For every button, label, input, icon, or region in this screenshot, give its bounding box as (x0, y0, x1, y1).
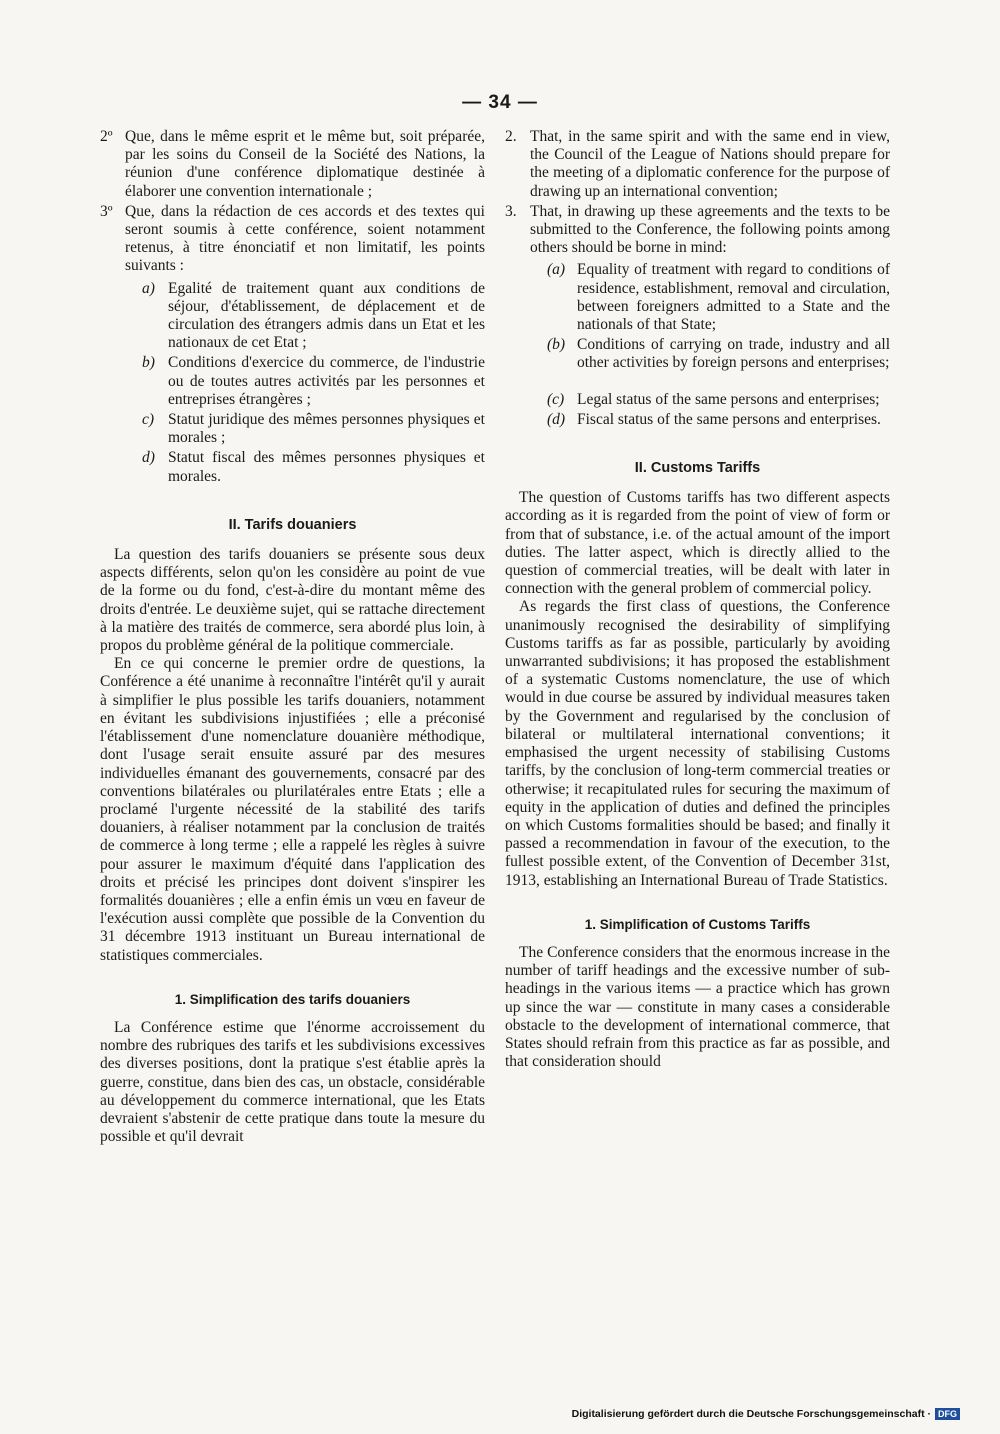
dfg-logo: DFG (935, 1408, 960, 1420)
sub-item-text: Statut fiscal des mêmes personnes physiques et morales. (168, 449, 485, 485)
sub-item-a (100, 280, 485, 353)
paragraph: La Conférence estime que l'énorme accroissement du nombre des rubriques des tarifs et les subdivisions excessives des diverses positions, dont la pratique s'est établie après la guerre, constitue, dans bien des cas, un obstacle, considérable au développement du commerce international, que les Etats devraient s'abstenir de cette pratique dans toute la mesure du possible et qu'il devrait (100, 1018, 485, 1146)
sub-item-label: a) (142, 279, 155, 297)
list-item-2 (505, 128, 890, 201)
sub-item-label: (a) (547, 261, 566, 279)
paragraph: The Conference considers that the enormous increase in the number of tariff headings and the excessive number of sub-headings in the various items — a practice which has grown up since the war — constitute in many cases a considerable obstacle to the development of international commerce, that States should refrain from this practice as far as possible, and that consideration should (505, 943, 890, 1071)
list-item-3 (505, 203, 890, 258)
sub-item-d (505, 411, 890, 429)
sub-item-text: Egalité de traitement quant aux conditions de séjour, d'établissement, de déplacement et de circulation des étrangers admis dans un Etat et les nationaux de cet Etat ; (168, 279, 485, 352)
sub-item-label: c) (142, 411, 155, 429)
sub-item-a (505, 261, 890, 334)
sub-item-text: Equality of treatment with regard to conditions of residence, establishment, removal and circulation, between foreigners admitted to a State and the nationals of that State; (577, 261, 890, 334)
item-number: 2º (100, 128, 113, 145)
sub-item-text: Fiscal status of the same persons and enterprises. (577, 410, 881, 428)
list-item-2 (100, 128, 485, 201)
paragraph: En ce qui concerne le premier ordre de questions, la Conférence a été unanime à reconnaître l'intérêt qu'il y aurait à simplifier le plus possible les tarifs douaniers, notamment en évitant les subdivisions injustifiées ; elle a préconisé l'établissement d'une nomenclature douanière méthodique, dont l'usage serait ensuite assuré par des mesures individuelles émanant des gouvernements, consacré par des conventions bilatérales ou plurilatérales entre Etats ; elle a proclamé l'urgente nécessité de la stabilité des tarifs douaniers, à réaliser notamment par la conclusion de traités de commerce à long terme ; elle a rappelé les règles à suivre pour assurer le maximum d'équité dans l'application des droits et précisé les principes dont doivent s'inspirer les formalités douanières ; elle a enfin émis un vœu en faveur de l'exécution aussi complète que possible de la Convention du 31 décembre 1913 instituant un Bureau international de statistiques commerciales. (100, 655, 485, 964)
sub-item-text: Conditions of carrying on trade, industry and all other activities by foreign persons and enterprises; (577, 336, 890, 372)
section-heading: II. Tarifs douaniers (228, 516, 357, 533)
sub-item-label: d) (142, 449, 155, 467)
item-text: Que, dans la rédaction de ces accords et des textes qui seront soumis à cette conférence, soient notamment retenus, à titre énonciatif et non limitatif, les points suivants : (125, 202, 485, 275)
item-number: 3. (505, 202, 517, 220)
paragraph: As regards the first class of questions, the Conference unanimously recognised the desirability of simplifying Customs tariffs as far as possible, particularly by avoiding unwarranted subdivisions; it has proposed the establishment of a systematic Customs nomenclature, the use of which would in due course be assured by individual measures taken by the Government and regularised by the conclusion of bilateral or multilateral international conventions; it emphasised the urgent necessity of stabilising Customs tariffs, by the conclusion of long-term commercial treaties or otherwise; it recapitulated rules for securing the maximum of equity in the application of duties and defined the principles on which Customs formalities should be based; and finally it passed a recommendation in favour of the execution, to the fullest possible extent, of the Convention of December 31st, 1913, establishing an International Bureau of Trade Statistics. (505, 598, 890, 889)
digitization-credit (572, 1408, 960, 1420)
subsection-heading: 1. Simplification des tarifs douaniers (174, 991, 411, 1007)
credit-text: Digitalisierung gefördert durch die Deutsche Forschungsgemeinschaft · (571, 1408, 931, 1420)
subsection-heading: 1. Simplification of Customs Tariffs (584, 916, 811, 932)
item-text: That, in drawing up these agreements and the texts to be submitted to the Conference, the following points among others should be borne in mind: (530, 202, 890, 257)
sub-item-label: b) (142, 354, 155, 372)
sub-item-c (505, 391, 890, 409)
item-number: 2. (505, 128, 517, 145)
item-text: Que, dans le même esprit et le même but, soit préparée, par les soins du Conseil de la Société des Nations, la réunion d'une conférence diplomatique destinée à élaborer une convention internationale ; (125, 128, 485, 200)
sub-item-c (100, 411, 485, 447)
english-column (505, 128, 890, 1071)
paragraph: La question des tarifs douaniers se présente sous deux aspects différents, selon qu'on les considère au point de vue de la forme ou du fond, c'est-à-dire du montant même des droits d'entrée. Le deuxième sujet, qui se rattache directement à la matière des traités de commerce, sera abordé plus loin, à propos du problème général de la politique commerciale. (100, 546, 485, 655)
sub-item-label: (d) (547, 410, 566, 428)
sub-item-b (100, 354, 485, 409)
item-text: That, in the same spirit and with the same end in view, the Council of the League of Nations should prepare for the meeting of a diplomatic conference for the purpose of drawing up an international convention; (530, 128, 890, 200)
sub-item-text: Legal status of the same persons and enterprises; (577, 390, 880, 408)
section-heading: II. Customs Tariffs (634, 460, 761, 477)
sub-item-label: (b) (547, 336, 566, 354)
sub-item-b (505, 336, 890, 372)
list-item-3 (100, 203, 485, 276)
sub-item-d (100, 449, 485, 485)
sub-item-label: (c) (547, 390, 565, 408)
paragraph: The question of Customs tariffs has two different aspects according as it is regarded from the point of view of form or from that of substance, i.e. of the actual amount of the import duties. The latter aspect, which is directly allied to the question of commercial treaties, will be dealt with later in connection with the general problem of commercial policy. (505, 489, 890, 598)
sub-item-text: Conditions d'exercice du commerce, de l'industrie ou de toutes autres activités par les personnes et entreprises étrangères ; (168, 354, 485, 408)
page-number: — 34 — (462, 92, 538, 113)
french-column (100, 128, 485, 1146)
item-number: 3º (100, 202, 113, 220)
sub-item-text: Statut juridique des mêmes personnes physiques et morales ; (168, 411, 485, 447)
